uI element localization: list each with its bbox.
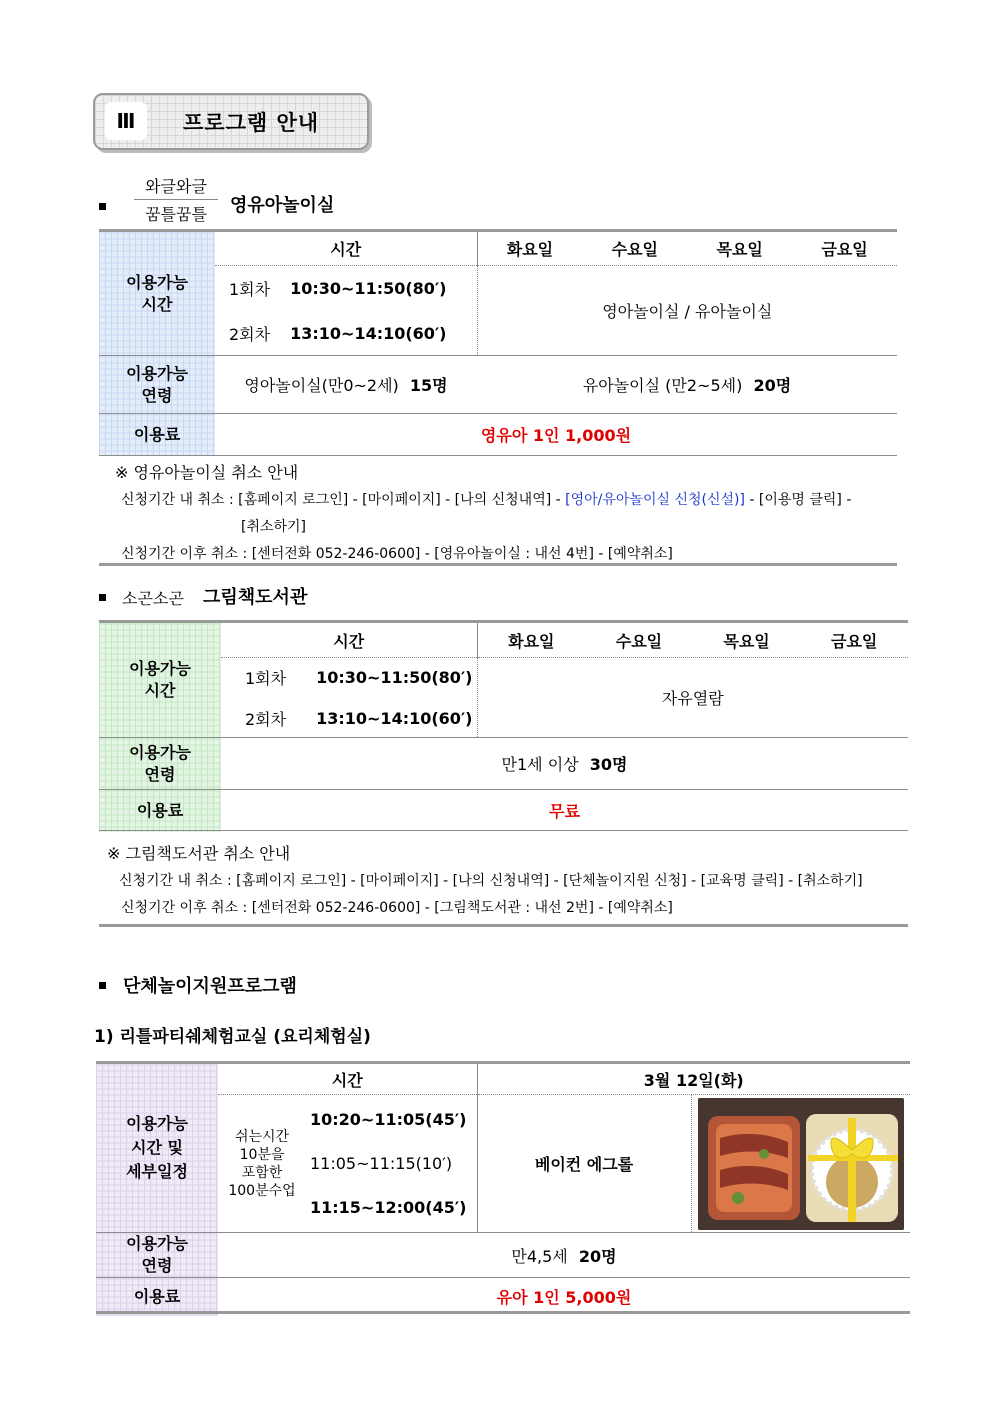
s1-cancel-in-suffix: - [이용명 클릭] - [744, 492, 852, 508]
s3-time-slot: 11:15~12:00(45′) [310, 1197, 467, 1217]
s1-session-row [229, 322, 477, 345]
s1-cancel-in-link: [영아/유아놀이실 신청(신설)] [565, 492, 745, 508]
s2-table [99, 620, 908, 832]
s2-session-time: 10:30~11:50(80′) [316, 667, 473, 687]
s2-session-row [245, 666, 477, 689]
bacon-egg-roll-photo-icon [698, 1098, 904, 1230]
s2-session-time: 13:10~14:10(60′) [316, 708, 473, 728]
s1-session-row [229, 277, 477, 300]
s2-time-header: 시간 [221, 622, 477, 658]
s1-cancel-in-cont: [취소하기] [241, 519, 307, 535]
s1-fee: 영유아 1인 1,000원 [215, 414, 897, 456]
s2-fee: 무료 [221, 790, 908, 832]
s2-age-count: 30명 [589, 755, 628, 774]
s3-age-text: 만4,5세 [511, 1246, 568, 1266]
s3-menu: 베이컨 에그롤 [477, 1095, 691, 1233]
bullet-square-icon [99, 594, 106, 601]
s1-rooms: 영아놀이실 / 유아놀이실 [477, 266, 897, 356]
s3-time-header: 시간 [218, 1063, 477, 1095]
bullet-square-icon [99, 982, 106, 989]
s2-time-label: 이용가능 시간 [99, 622, 221, 738]
s1-age-a-text: 영아놀이실(만0~2세) [244, 376, 399, 395]
s1-fee-label: 이용료 [99, 414, 215, 456]
divider [99, 455, 897, 456]
s2-subtitle: 소곤소곤 [122, 589, 184, 608]
divider [99, 924, 908, 927]
s2-age-text: 만1세 이상 [501, 755, 579, 774]
s2-session-round: 1회차 [245, 668, 287, 688]
s1-age-label: 이용가능 연령 [99, 356, 215, 414]
s1-day: 금요일 [821, 240, 868, 259]
section-header [93, 93, 369, 150]
s2-mode: 자유열람 [477, 658, 908, 738]
s1-time-label: 이용가능 시간 [99, 231, 215, 356]
s3-fee: 유아 1인 5,000원 [218, 1278, 910, 1316]
s1-cancel-in-prefix: 신청기간 내 취소 : [홈페이지 로그인] - [마이페이지] - [나의 신청내역] - [121, 492, 566, 508]
s3-sub-title: 1) 리틀파티쉐체험교실 (요리체험실) [94, 1027, 371, 1047]
divider [96, 1311, 910, 1314]
s2-session-round: 2회차 [245, 709, 287, 729]
s1-subtitle-top: 와글와글 [134, 174, 218, 200]
s2-fee-label: 이용료 [99, 790, 221, 832]
s3-fee-label: 이용료 [96, 1278, 218, 1316]
divider [99, 830, 908, 831]
s1-day: 목요일 [716, 240, 763, 259]
s3-age-count: 20명 [578, 1246, 617, 1266]
s1-cancel-title: ※ 영유아놀이실 취소 안내 [115, 463, 299, 482]
s2-day: 수요일 [615, 631, 663, 651]
s3-title: 단체놀이지원프로그램 [123, 976, 297, 997]
s1-session-time: 10:30~11:50(80′) [290, 278, 447, 298]
s3-age-label: 이용가능 연령 [96, 1233, 218, 1278]
s2-age-label: 이용가능 연령 [99, 738, 221, 790]
s2-day: 목요일 [723, 631, 770, 651]
divider [99, 563, 897, 566]
s1-age-b-count: 20명 [753, 376, 792, 395]
s3-date-header: 3월 12일(화) [477, 1063, 910, 1095]
s3-note: 쉬는시간 10분을 포함한 100분수업 [228, 1128, 296, 1199]
s1-age-a-count: 15명 [409, 376, 448, 395]
section-title: 프로그램 안내 [183, 111, 320, 135]
s2-day: 화요일 [508, 631, 555, 651]
s2-session-row [245, 707, 477, 730]
s3-time-label: 이용가능 시간 및 세부일정 [96, 1063, 218, 1233]
s2-day: 금요일 [831, 631, 878, 651]
s1-subtitle-bottom: 꿈틀꿈틀 [145, 205, 207, 224]
s1-day: 화요일 [506, 240, 554, 259]
s1-session-round: 2회차 [229, 324, 271, 344]
s1-session-time: 13:10~14:10(60′) [290, 323, 447, 343]
section-number: Ⅲ [105, 102, 147, 140]
s1-day: 수요일 [611, 240, 658, 259]
s2-cancel-after: 신청기간 이후 취소 : [센터전화 052-246-0600] - [그림책도서관 : 내선 2번] - [예약취소] [121, 900, 673, 916]
s1-table [99, 229, 897, 456]
s1-days [478, 237, 898, 260]
s1-cancel-after: 신청기간 이후 취소 : [센터전화 052-246-0600] - [영유아놀이실 : 내선 4번] - [예약취소] [121, 546, 673, 562]
bullet-square-icon [99, 203, 106, 210]
s1-age-b-text: 유아놀이실 (만2~5세) [582, 376, 743, 395]
s1-time-header: 시간 [215, 231, 477, 266]
s1-cancel-in [121, 489, 851, 509]
s2-cancel-title: ※ 그림책도서관 취소 안내 [107, 844, 291, 863]
s1-title: 영유아놀이실 [230, 195, 335, 216]
food-photo [698, 1098, 904, 1230]
s3-time-slot: 11:05~11:15(10′) [310, 1153, 453, 1173]
s3-table [96, 1061, 910, 1316]
s2-days [478, 629, 909, 652]
s2-cancel-in: 신청기간 내 취소 : [홈페이지 로그인] - [마이페이지] - [나의 신청내역] - [단체놀이지원 신청] - [교육명 클릭] - [취소하기] [119, 873, 863, 889]
s3-time-slot: 10:20~11:05(45′) [310, 1109, 467, 1129]
s1-session-round: 1회차 [229, 279, 271, 299]
s2-title: 그림책도서관 [203, 587, 308, 608]
